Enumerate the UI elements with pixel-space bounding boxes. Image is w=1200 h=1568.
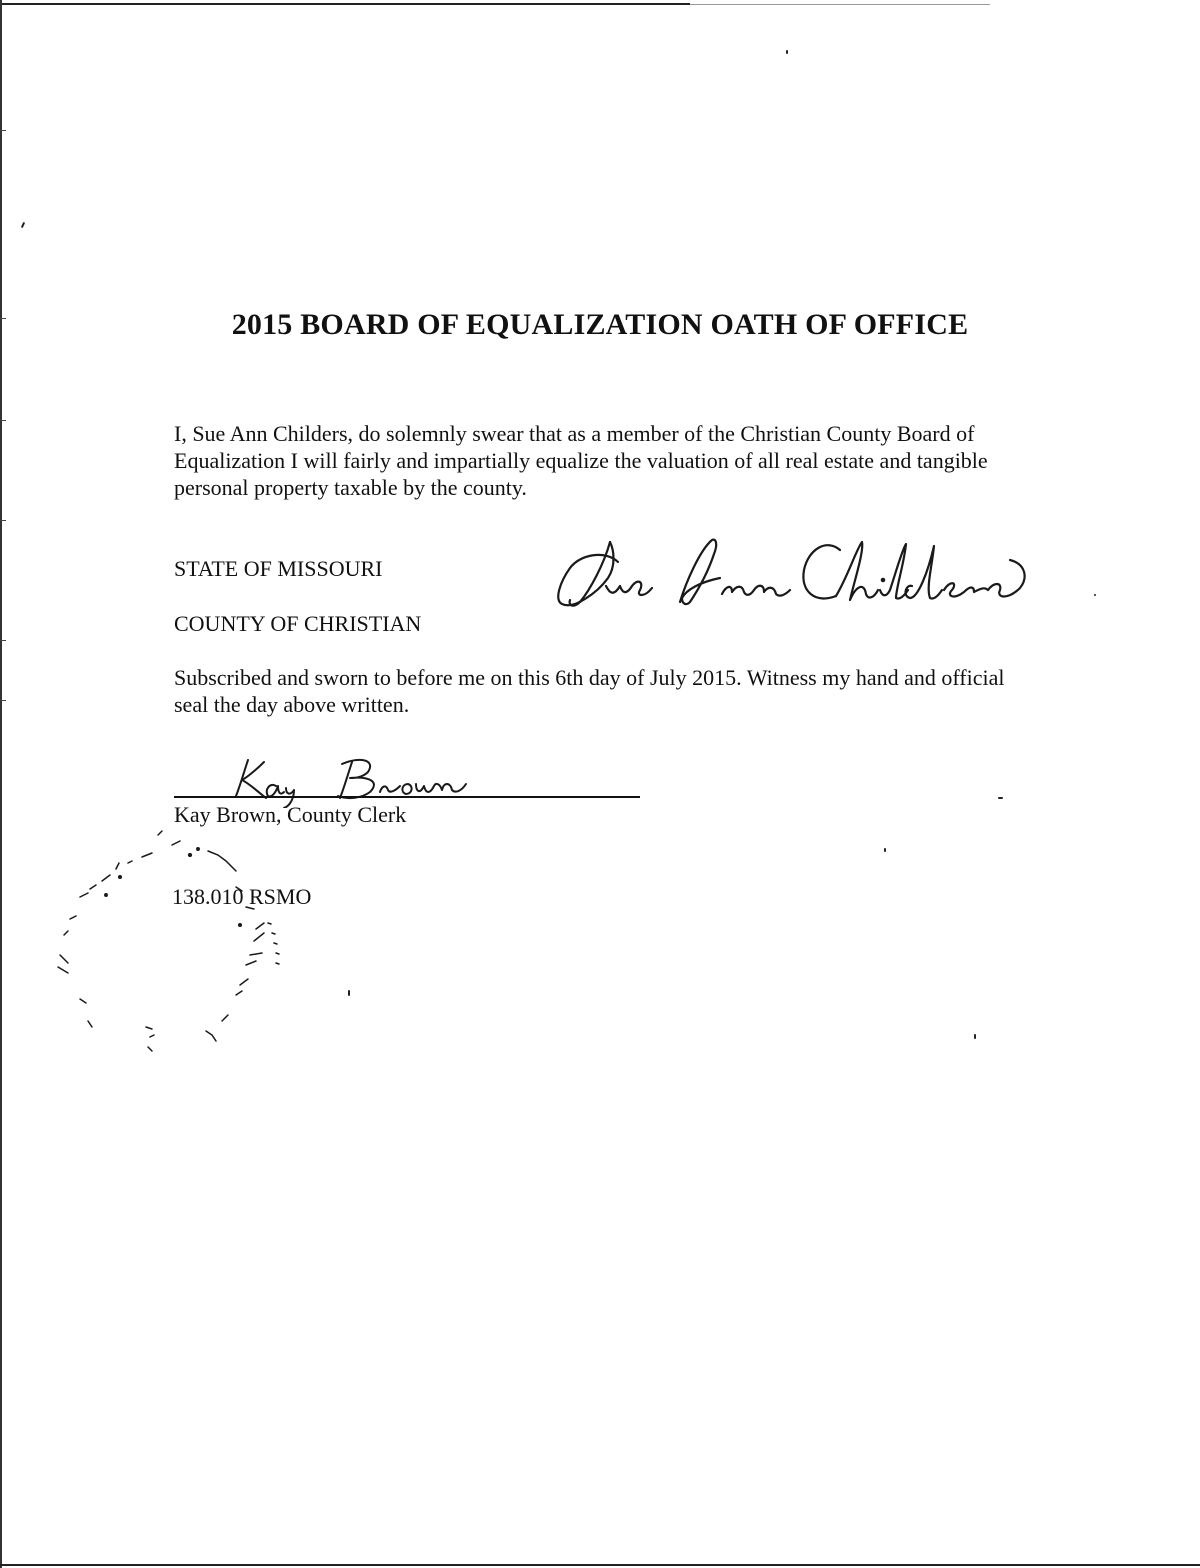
scan-tick (0, 130, 6, 131)
scan-edge-top (0, 3, 690, 5)
clerk-name-title: Kay Brown, County Clerk (174, 802, 407, 827)
document-title: 2015 BOARD OF EQUALIZATION OATH OF OFFICE (231, 308, 969, 341)
oath-paragraph: I, Sue Ann Childers, do solemnly swear that as a member of the Christian County Board of Equalization I will fairly and impartially equalize the valuation of all real estate and tangible personal property taxable by the county. (174, 421, 988, 500)
scan-tick (0, 640, 6, 641)
scan-speck (786, 50, 788, 54)
state-label: STATE OF MISSOURI (174, 556, 383, 581)
signature-line (174, 796, 640, 798)
scan-speck (348, 990, 350, 996)
scan-tick (0, 420, 6, 421)
statute-reference: 138.010 RSMO (172, 884, 312, 909)
county-label: COUNTY OF CHRISTIAN (174, 611, 422, 636)
scan-speck (974, 1034, 976, 1039)
scan-edge-bottom (0, 1564, 1200, 1566)
scan-speck (884, 848, 886, 852)
scan-edge-left (0, 0, 2, 1568)
member-signature (540, 520, 1040, 620)
scan-tick (0, 520, 6, 521)
scan-tick (0, 700, 6, 701)
scan-edge-top-thin (690, 4, 990, 5)
scan-speck (998, 797, 1003, 799)
scan-speck (1094, 594, 1096, 596)
clerk-signature (230, 752, 490, 808)
scan-speck (21, 222, 25, 228)
subscribed-paragraph: Subscribed and sworn to before me on this 6th day of July 2015. Witness my hand and official seal the day above written. (174, 665, 1005, 717)
official-seal (40, 825, 300, 1060)
